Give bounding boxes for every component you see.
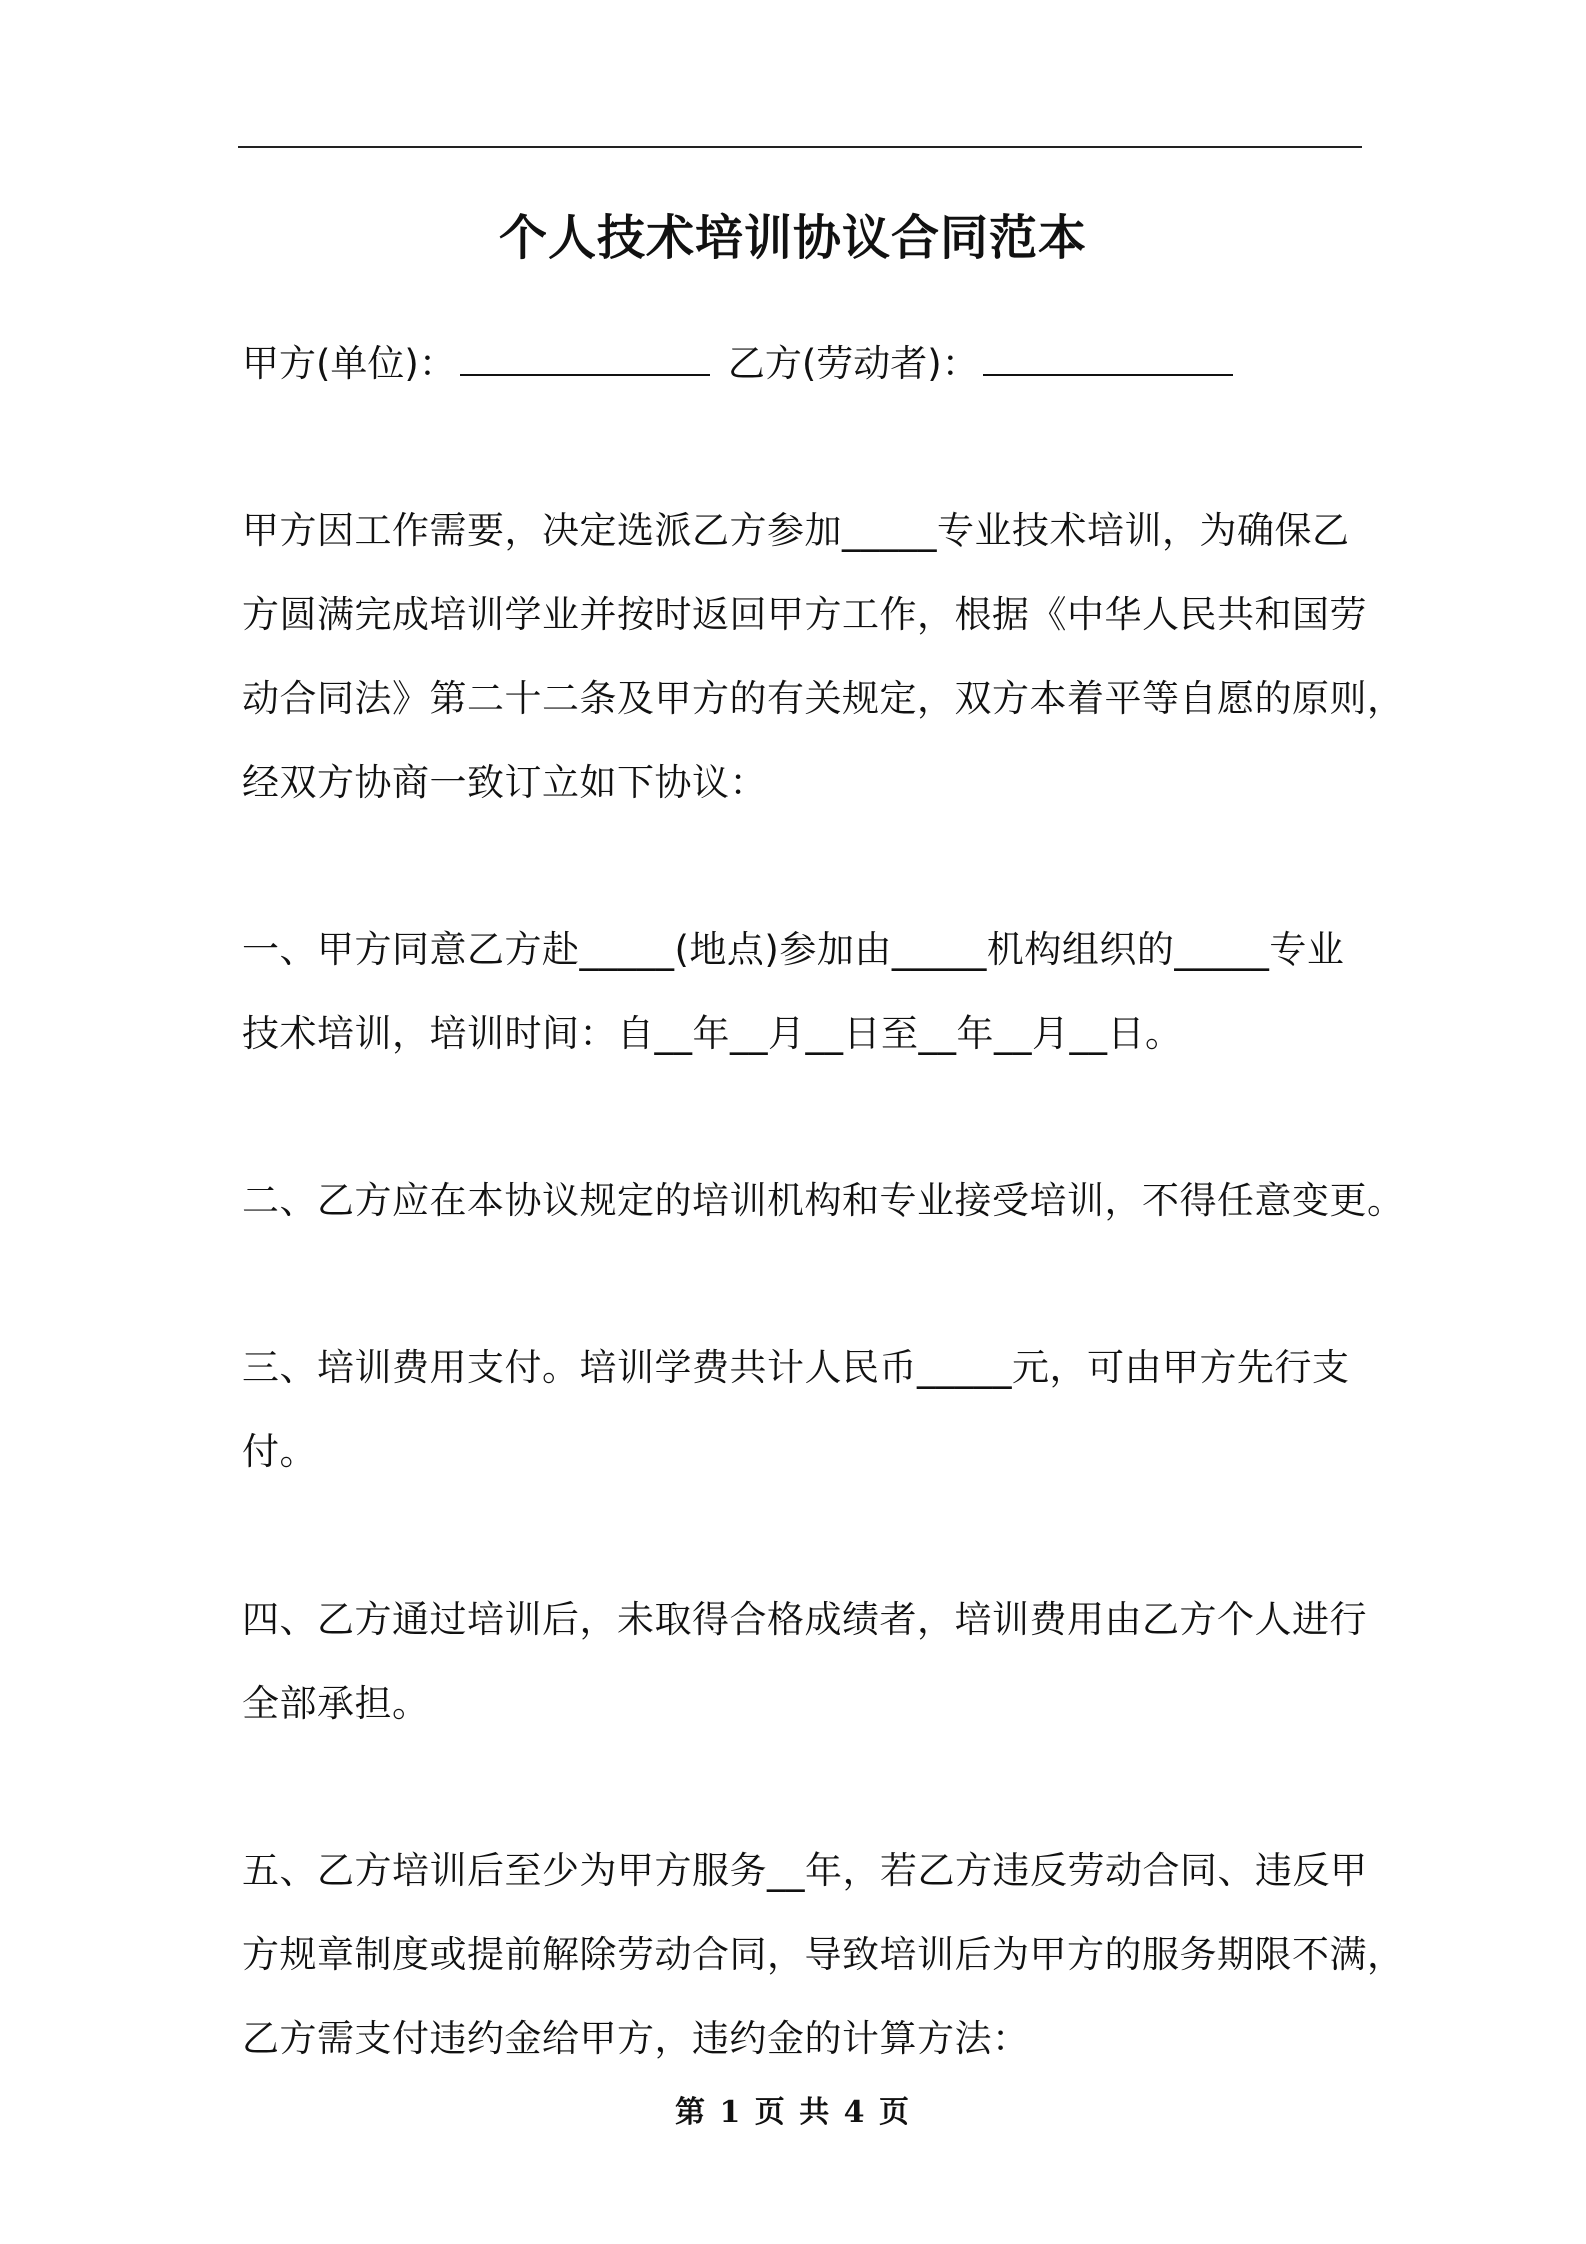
intro-line: 方圆满完成培训学业并按时返回甲方工作，根据《中华人民共和国劳: [242, 593, 1367, 636]
party-a-label: 甲方(单位)：: [242, 342, 456, 385]
document-title: 个人技术培训协议合同范本: [498, 210, 1087, 266]
clause-1-line: 一、甲方同意乙方赴_____(地点)参加由_____机构组织的_____专业: [242, 928, 1345, 971]
clause-3-line: 三、培训费用支付。培训学费共计人民币_____元，可由甲方先行支: [242, 1346, 1350, 1389]
clause-2-line: 二、乙方应在本协议规定的培训机构和专业接受培训，不得任意变更。: [242, 1179, 1405, 1222]
parties-line: [242, 334, 1251, 392]
page-number: 第 1 页 共 4 页: [675, 2095, 911, 2130]
intro-line: 甲方因工作需要，决定选派乙方参加_____专业技术培训，为确保乙: [242, 509, 1350, 552]
party-b-label: 乙方(劳动者)：: [727, 342, 979, 385]
clause-5-line: 五、乙方培训后至少为甲方服务__年，若乙方违反劳动合同、违反甲: [242, 1849, 1368, 1892]
intro-line: 动合同法》第二十二条及甲方的有关规定，双方本着平等自愿的原则，: [242, 677, 1405, 720]
clause-1-line: 技术培训，培训时间：自__年__月__日至__年__月__日。: [242, 1012, 1183, 1055]
intro-line: 经双方协商一致订立如下协议：: [242, 761, 767, 804]
clause-5-line: 方规章制度或提前解除劳动合同，导致培训后为甲方的服务期限不满，: [242, 1933, 1405, 1976]
party-a-blank: [460, 334, 710, 376]
header-divider: [238, 146, 1362, 148]
clause-4-line: 四、乙方通过培训后，未取得合格成绩者，培训费用由乙方个人进行: [242, 1598, 1367, 1641]
party-b-blank: [983, 334, 1233, 376]
clause-3-line: 付。: [242, 1430, 317, 1473]
clause-5-line: 乙方需支付违约金给甲方，违约金的计算方法：: [242, 2017, 1030, 2060]
clause-4-line: 全部承担。: [242, 1682, 430, 1725]
